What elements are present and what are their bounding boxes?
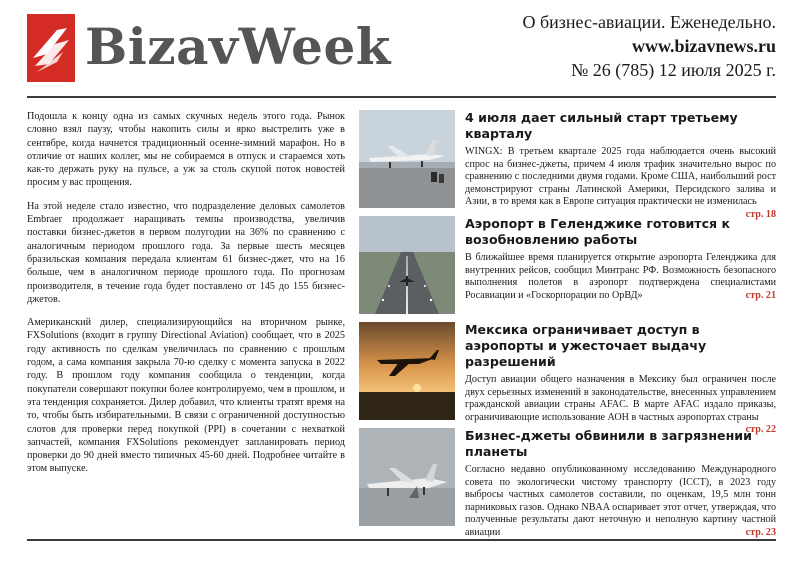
header-divider xyxy=(27,96,776,98)
wing-logo-icon xyxy=(27,14,75,82)
story-summary xyxy=(465,374,776,436)
story-summary xyxy=(465,252,776,302)
story-text: Доступ авиации общего назначения в Мексику был ограничен после двух серьезных изменений в законодательстве, внесенных управлением гражданской авиации страны AFAC. В марте AFAC издало приказы, ограничивающие использование АОН в частных аэропортах страны xyxy=(465,374,776,423)
site-url[interactable]: www.bizavnews.ru xyxy=(631,36,776,56)
story-photo-runway[interactable] xyxy=(359,216,455,314)
story-photo-sunset-landing[interactable] xyxy=(359,322,455,420)
editorial-paragraph: Американский дилер, специализирующийся на вторичном рынке, FXSolutions (входит в группу Directional Aviation) сообщает, что в 2025 году активность по сделкам увеличилась по сравнению с прошлым годом, а сама компания закрыла 70-ю сделку с момента запуска в 2022 году. В прошлом году компания сообщила о тенденции, когда покупатели совершают покупки более контролируемо, чем в прошлом, и эта тенденция сохраняется. Дилер добавил, что клиенты тратят время на то, чтобы быть избирательными. В связи с ограниченной доступностью слотов для проверки перед покупкой (PPI) в сочетании с нехваткой запчастей, компания FXSolutions рекомендует запланировать период проверки до 90 дней вместо типичных 45-60 дней. Подробнее читайте в этом выпуске. xyxy=(27,317,345,475)
story-card xyxy=(359,110,776,220)
logo-mark xyxy=(27,14,75,82)
editorial-paragraph: На этой неделе стало известно, что подразделение деловых самолетов Embraer продолжает наращивать темпы производства, увеличив поставки бизнес-джетов в первом полугодии на 36% по сравнению с аналогичным периодом прошлого года. За первые шесть месяцев бразильская компания передала клиентам 61 бизнес-джет, что на 16 больше, чем в аналогичном периоде прошлого года. По прогнозам производителя, в течение года будет поставлено от 145 до 155 бизнес-джетов. xyxy=(27,200,345,305)
page-link[interactable]: стр. 23 xyxy=(745,526,776,538)
story-photo-jet-fog[interactable] xyxy=(359,428,455,526)
editorial-column xyxy=(27,110,345,486)
masthead-info xyxy=(522,10,776,82)
story-text: В ближайшее время планируется открытие аэропорта Геленджика для внутренних рейсов, сообщил Минтранс РФ. Возможность безопасного выполнения полетов в аэропорт подтверждена специалистами Росавиации и «Госкорпорации по ОрВД» xyxy=(465,252,776,301)
story-card xyxy=(359,428,776,538)
story-title[interactable]: 4 июля дает сильный старт третьему кварталу xyxy=(465,110,738,141)
story-text: Согласно недавно опубликованному исследованию Международного совета по экологически чистому транспорту (ICCT), в 2023 году выбросы частных самолетов составили, по оценкам, 19,5 млн тонн парниковых газов. Однако NBAA оспаривает этот отчет, утверждая, что полученные результаты дают неточную и неполную картину частной авиации xyxy=(465,464,776,538)
footer-divider xyxy=(27,539,776,541)
page-link[interactable]: стр. 18 xyxy=(745,208,776,220)
story-summary xyxy=(465,146,776,220)
story-title[interactable]: Бизнес-джеты обвинили в загрязнении планеты xyxy=(465,428,752,459)
brand-title: BizavWeek xyxy=(85,17,391,76)
story-text: WINGX: В третьем квартале 2025 года наблюдается очень высокий спрос на бизнес-джеты, причем 4 июля трафик значительно вырос по сравнению с последними двумя годами. Кроме США, наибольший рост демонстрируют страны Латинской Америки, Персидского залива и Азии, в то время как в Европе ситуация практически не изменилась xyxy=(465,146,776,208)
story-card xyxy=(359,216,776,316)
issue-number: № 26 (785) 12 июля 2025 г. xyxy=(571,60,776,80)
tagline: О бизнес-авиации. Еженедельно. xyxy=(522,12,776,32)
story-photo-jet-apron[interactable] xyxy=(359,110,455,208)
editorial-paragraph: Подошла к концу одна из самых скучных недель этого года. Рынок словно взял паузу, чтобы накопить силы и ярко выстрелить уже в сентябре, когда начнется традиционный осенне-зимний марафон. Но в отличие от наших коллег, мы не собираемся в отпуск и стараемся хоть как-то держать руку на пульсе, а уж за столь скупой поток новостей просим у вас прощения. xyxy=(27,111,345,189)
page-link[interactable]: стр. 22 xyxy=(745,424,776,436)
story-title[interactable]: Аэропорт в Геленджике готовится к возобновлению работы xyxy=(465,216,731,247)
story-title[interactable]: Мексика ограничивает доступ в аэропорты и ужесточает выдачу разрешений xyxy=(465,322,707,369)
page-link[interactable]: стр. 21 xyxy=(745,289,776,301)
story-summary xyxy=(465,464,776,540)
story-card xyxy=(359,322,776,436)
